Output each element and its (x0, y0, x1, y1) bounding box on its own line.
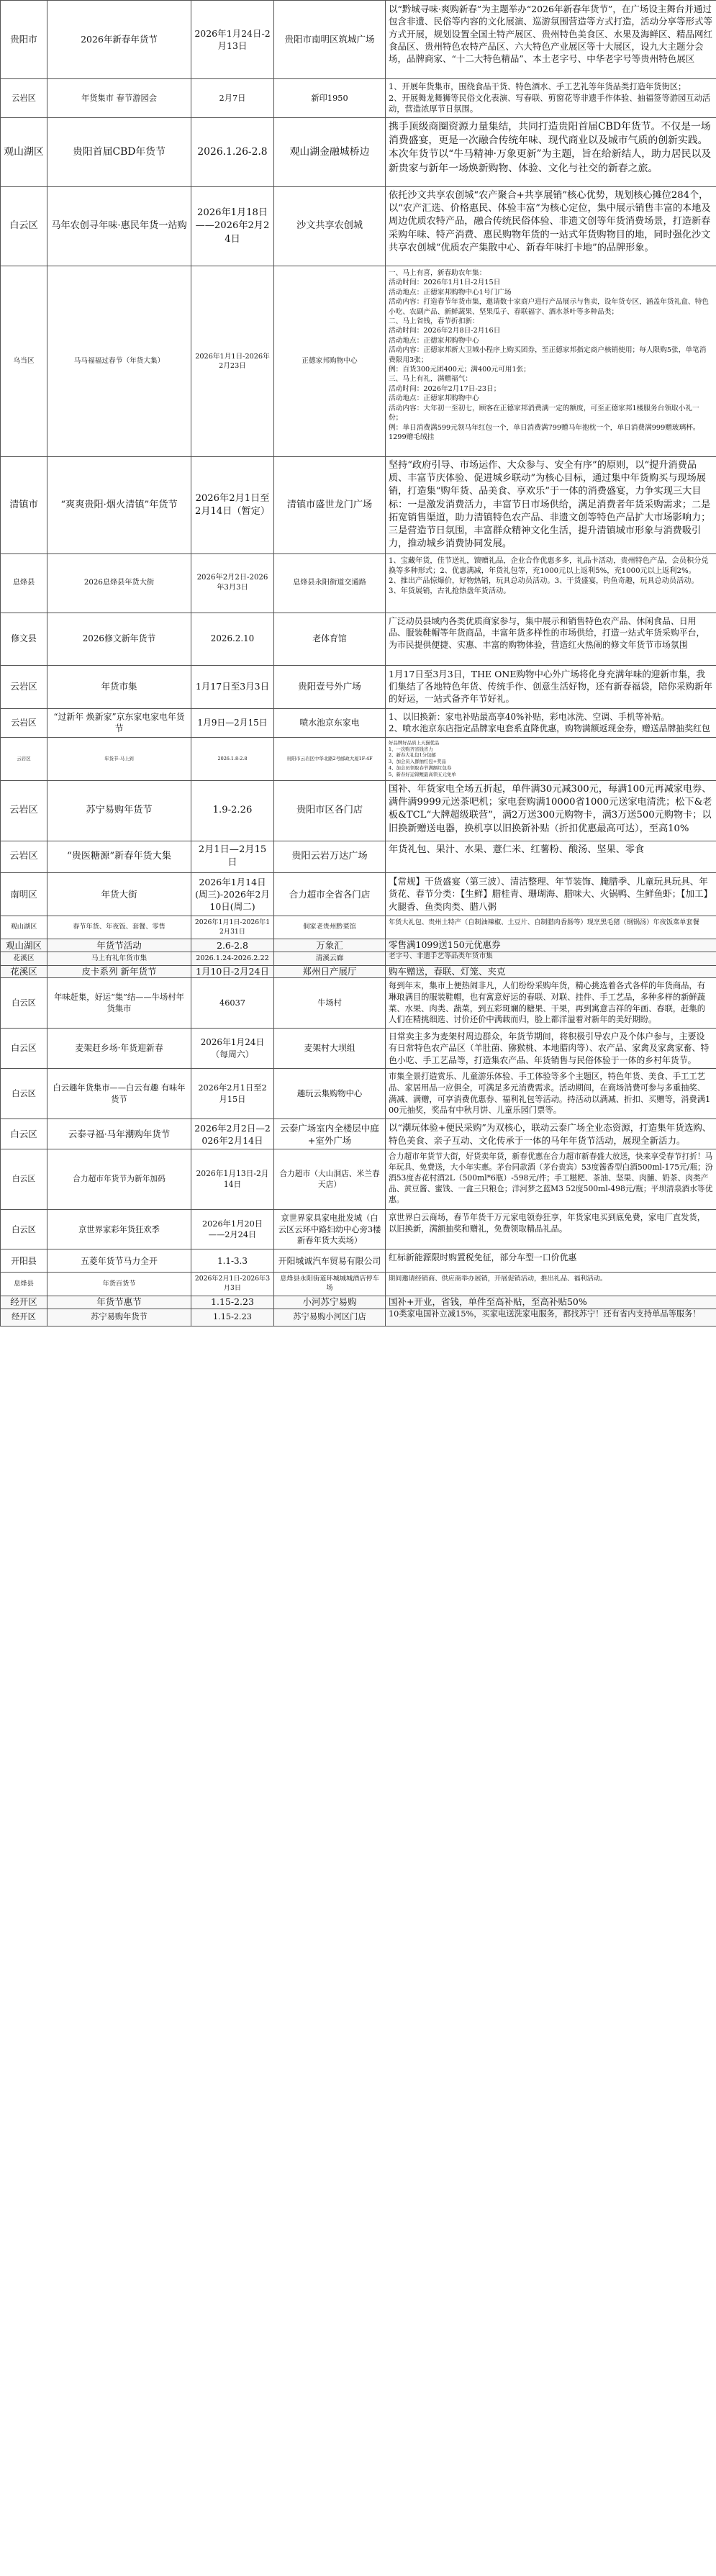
cell-district: 清镇市 (1, 457, 47, 554)
cell-description: 购车赠送，春联、灯笼、夹克 (386, 966, 716, 978)
cell-district: 云岩区 (1, 79, 47, 118)
cell-time: 2026年2月1日-2026年3月3日 (191, 1273, 274, 1296)
cell-description: 携手顶级商圈资源力量集结，共同打造贵阳首届CBD年货节。不仅是一场消费盛宴，更是一次融合传统年味、现代商业以及城市气质的创新实践。本次年货节以“牛马精神·万象更新”为主题，旨在给新结人，助力居民以及新贵家与新年一场焕新购物、体验、文化与社交的新春之旅。 (386, 118, 716, 187)
cell-district: 云岩区 (1, 665, 47, 708)
cell-event-name: 年货节-马上到 (47, 737, 191, 780)
table-row (1, 939, 716, 952)
cell-event-name: 年货节惠节 (47, 1296, 191, 1309)
cell-description: 依托沙文共享农创城“农产聚合+共享展销”核心优势，规划核心摊位284个，以“农产汇选、价格惠民、体验丰富”为核心定位，集中展示销售丰富的本地及周边优质农特产品，融合传统民俗体验、非遗文创等年货消费场景，打造新春采购年味、特产消费、惠民购物年货的一站式年货购物目的地，同时强化沙文共享农创城“优质农产集散中心、新春年味打卡地”的品牌形象。 (386, 187, 716, 266)
cell-description: 广泛动员县域内各类优质商家参与，集中展示和销售特色农产品、休闲食品、日用品、服装鞋帽等年货商品，丰富年货多样性的市场供给，打造一站式年货采购平台，为市民提供便捷、实惠、丰富的购物体验，营造红火热闹的修文年货节市场氛围 (386, 613, 716, 665)
cell-time: 2026年1月20日——2月24日 (191, 1210, 274, 1249)
table-row (1, 1028, 716, 1068)
cell-event-name: “过新年 焕新家”京东家电家电年货节 (47, 708, 191, 737)
cell-district: 云岩区 (1, 841, 47, 872)
cell-location: 贵阳云岩万达广场 (274, 841, 386, 872)
cell-description: 京世界白云商场，春节年货千万元家电领券狂享，年货家电买到底免费，家电厂直发货，以旧换新，满额抽奖和赠礼，免费领取精品礼品。 (386, 1210, 716, 1249)
cell-district: 经开区 (1, 1309, 47, 1326)
cell-time: 2026.1.24-2026.2.22 (191, 952, 274, 966)
cell-district: 花溪区 (1, 952, 47, 966)
cell-time: 1.15-2.23 (191, 1296, 274, 1309)
table-row (1, 978, 716, 1029)
cell-event-name: 2026修文新年货节 (47, 613, 191, 665)
cell-time: 2026.1.8-2.8 (191, 737, 274, 780)
cell-event-name: 麦架赶乡场·年货迎新春 (47, 1028, 191, 1068)
cell-time: 1月9日—2月15日 (191, 708, 274, 737)
cell-description: 国补+开业，省钱，单件至高补贴，至高补贴50% (386, 1296, 716, 1309)
cell-event-name: 年味赶集，好运“集”结——牛场村年货集市 (47, 978, 191, 1029)
cell-event-name: 云泰寻福·马年潮购年货节 (47, 1119, 191, 1149)
cell-time: 1月17日至3月3日 (191, 665, 274, 708)
cell-description: 1月17日至3月3日，THE ONE购物中心外广场将化身充满年味的迎新市集，我们集结了各地特色年货、传统手作、创意生活好物，还有新春福袋，陪你采购新年的好运，一站式备齐年节好礼。 (386, 665, 716, 708)
cell-description: 市集全景打造赏乐、儿童游乐体验、手工体验等多个主题区，特色年货、美食、手工工艺品、家居用品一应俱全，可满足多元消费需求。活动期间，在商场消费可参与多重抽奖、满减、满赠，可享消费优惠券、福利礼包等活动。持活动以满减、折扣、买赠等，消费满100元抽奖，奖品有中秋月饼、儿童乐园门票等。 (386, 1069, 716, 1119)
cell-event-name: 马上有礼年货市集 (47, 952, 191, 966)
cell-district: 息烽县 (1, 1273, 47, 1296)
table-row (1, 613, 716, 665)
table-row (1, 1, 716, 79)
cell-description: 国补、年货家电全场五折起，单件满30元减300元，每满100元再减家电券、满件满9999元送茶吧机；家电套购满10000省1000元送家电清洗；松下&老板&TCL“大牌超级联营”，满2万送300元购物卡，满3万送500元购物卡；以旧换新赠送电器，换机享以旧换新补贴（折扣优惠最高可达），至高10% (386, 780, 716, 841)
cell-location: 牛场村 (274, 978, 386, 1029)
cell-event-name: 京世界家彩年货狂欢季 (47, 1210, 191, 1249)
cell-location: 喷水池京东家电 (274, 708, 386, 737)
table-row (1, 266, 716, 457)
cell-event-name: 年货集市 春节游园会 (47, 79, 191, 118)
cell-location: 贵阳壹号外广场 (274, 665, 386, 708)
cell-location: 开阳城诚汽车贸易有限公司 (274, 1249, 386, 1273)
cell-time: 1月10日-2月24日 (191, 966, 274, 978)
cell-event-name: 年货市集 (47, 665, 191, 708)
cell-time: 2026年1月1日-2026年2月23日 (191, 266, 274, 457)
cell-time: 2月7日 (191, 79, 274, 118)
table-row (1, 1210, 716, 1249)
cell-description: 年货大礼包、贵州土特产（自制油辣椒、土豆片、自制腊肉香肠等）现烹黑毛猪（钢锅汤）年夜饭菜单套餐 (386, 916, 716, 939)
cell-district: 观山湖区 (1, 916, 47, 939)
cell-district: 白云区 (1, 1028, 47, 1068)
cell-description: 10类家电国补立减15%，买家电送洗家电服务，都找苏宁！还有省内支持单品等服务！ (386, 1309, 716, 1326)
cell-time: 2026年1月14日(周三)-2026年2月10日(周二) (191, 872, 274, 916)
cell-time: 2026年1月13日-2月14日 (191, 1149, 274, 1210)
cell-location: 趣玩云集购物中心 (274, 1069, 386, 1119)
cell-location: 合力超市全省各门店 (274, 872, 386, 916)
table-row (1, 737, 716, 780)
cell-event-name: “爽爽贵阳·烟火清镇”年货节 (47, 457, 191, 554)
table-row (1, 187, 716, 266)
cell-time: 2026年2月2日—2026年2月14日 (191, 1119, 274, 1149)
cell-time: 2026.1.26-2.8 (191, 118, 274, 187)
cell-time: 2026年2月1日至2月15日 (191, 1069, 274, 1119)
cell-event-name: 年货节活动 (47, 939, 191, 952)
cell-description: 1、宝藏年货，佳节送礼，馈赠礼品，企业合作优惠多多，礼品卡活动，贵州特色产品，会员积分兑换等多种形式；2、优惠满减，年货礼包等，充1000元以上返利5%，充1000元以上返利2%。 2、推出产品惊爆价，好物热销，玩具总动员活动。3、干货盛宴，钓鱼奇趣，玩具总动员活动。 3、年货展销，古礼抢热盘年货活动。 (386, 553, 716, 613)
table-row (1, 1273, 716, 1296)
cell-district: 乌当区 (1, 266, 47, 457)
cell-event-name: 苏宁易购年货节 (47, 780, 191, 841)
cell-location: 沙文共享农创城 (274, 187, 386, 266)
cell-location: 正德家邦购物中心 (274, 266, 386, 457)
cell-time: 46037 (191, 978, 274, 1029)
table-row (1, 916, 716, 939)
cell-time: 2026.2.10 (191, 613, 274, 665)
cell-description: 零售满1099送150元优惠券 (386, 939, 716, 952)
cell-district: 白云区 (1, 1069, 47, 1119)
cell-location: 苏宁易购小河区门店 (274, 1309, 386, 1326)
cell-event-name: 年货大街 (47, 872, 191, 916)
cell-district: 经开区 (1, 1296, 47, 1309)
cell-location: 清镇市盛世龙门广场 (274, 457, 386, 554)
cell-description: 日常卖主多为麦架村周边群众，年货节期间，将积极引导农户及个体户参与，主要设有日常特色农产品区（羊肚菌、猕猴桃、本地腊肉等）、农产品、家禽及家禽家畜、特色小吃、手工艺品等，打造集农产品、年货销售与民俗体验于一体的乡村年货节。 (386, 1028, 716, 1068)
cell-district: 观山湖区 (1, 939, 47, 952)
cell-event-name: 年货百货节 (47, 1273, 191, 1296)
cell-description: 1、以旧换新：家电补贴最高享40%补贴，彩电冰洗、空调、手机等补贴。 2、喷水池京东店指定品牌家电套系直降优惠，购物满额返现金券，赠送品牌抽奖红包 (386, 708, 716, 737)
cell-time: 2026年2月1日至2月14日（暂定） (191, 457, 274, 554)
cell-time: 2月1日—2月15日 (191, 841, 274, 872)
table-row (1, 665, 716, 708)
cell-district: 修文县 (1, 613, 47, 665)
table-row (1, 1309, 716, 1326)
cell-description: 红标新能源限时购置税免征，部分车型一口价优惠 (386, 1249, 716, 1273)
cell-event-name: 马年农创寻年味·惠民年货一站购 (47, 187, 191, 266)
cell-time: 2026年2月2日-2026年3月3日 (191, 553, 274, 613)
table-row (1, 79, 716, 118)
cell-district: 贵阳市 (1, 1, 47, 79)
cell-description: 一、马上有喜，新春助农年集： 活动时间：2026年1月1日-2月15日 活动地点：正德家邦购物中心1号门广场 活动内容：打造春节年货市集，邀请数十家商户进行产品展示与售卖，设年货专区，涵盖年货礼盒、特色小吃、农副产品、新鲜蔬果、坚果瓜子、春联福字、酒水茶叶等多种品类； 二、马上省钱，春节折扣新： 活动时间：2026年2月8日-2月16日 活动地点：正德家邦购物中心 活动内容：正德家邦新大卫城小程序上购买团券，至正德家邦指定商户核销使用；每人限购5张，单笔消费限用3张； 例：百货300元团400元；满400元可用1张； 三、马上有礼，满赠福气： 活动时间：2026年2月17日-23日； 活动地点：正德家邦购物中心 活动内容：大年初一至初七，顾客在正德家邦消费满一定的额度，可至正德家邦1楼服务台领取小礼一份； 例：单日消费满599元领马年红包一个，单日消费满799赠马年抱枕一个，单日消费满999赠玻璃杯。 1299赠毛绒挂 (386, 266, 716, 457)
cell-event-name: 2026息烽县年货大街 (47, 553, 191, 613)
cell-location: 观山湖金融城桥边 (274, 118, 386, 187)
cell-event-name: 贵阳首届CBD年货节 (47, 118, 191, 187)
cell-event-name: 五菱年货节马力全开 (47, 1249, 191, 1273)
cell-description: 每到年末，集市上便热闹非凡，人们纷纷采购年货，精心挑选着各式各样的年货商品，有琳琅满目的服装鞋帽，也有寓意好运的春联、对联、挂件、手工艺品，多种多样的新鲜蔬菜、水果、肉类、蔬菜，到五彩斑斓的糖果、干果，再到寓意吉祥的年画、春联，赶集的人们在精挑细选、讨价还价中满载而归，脸上都洋溢着对新年的美好期盼。 (386, 978, 716, 1029)
table-row (1, 457, 716, 554)
cell-district: 白云区 (1, 1119, 47, 1149)
cell-location: 贵阳市云岩区中华北路2号邮政大厦1F-4F (274, 737, 386, 780)
cell-location: 息烽县永阳街道环城城城酒店停车场 (274, 1273, 386, 1296)
cell-event-name: “贵医糖源”新春年货大集 (47, 841, 191, 872)
cell-location: 息烽县永阳街道交通路 (274, 553, 386, 613)
cell-description: 期间邀请经销商、供应商举办展销，开展促销活动，推出礼品、福利活动。 (386, 1273, 716, 1296)
cell-time: 1.9-2.26 (191, 780, 274, 841)
table-row (1, 780, 716, 841)
cell-location: 万象汇 (274, 939, 386, 952)
cell-description: 好品牌好品质上天猫优品 1、一次购齐省钱省力 2、新春大礼包1分包邮 3、加会员入群抽红包+奖品 4、加会员领取春节满额红包券 5、新春好运锦鲤最高领五元免单 (386, 737, 716, 780)
table-row (1, 1296, 716, 1309)
cell-location: 麦架村大坝组 (274, 1028, 386, 1068)
cell-district: 白云区 (1, 187, 47, 266)
cell-location: 郑州日产展厅 (274, 966, 386, 978)
table-row (1, 966, 716, 978)
table-row (1, 118, 716, 187)
cell-district: 云岩区 (1, 780, 47, 841)
cell-description: 坚持“政府引导、市场运作、大众参与、安全有序”的原则，以“提升消费品质、丰富节庆体验、促进城乡联动”为核心目标，通过集中年货购买与现场展销，打造集“购年货、品美食、享欢乐”于一体的消费盛宴，力争实现三大目标：一是激发消费活力，丰富节日市场供给，满足消费者年货采购需求；二是拓宽销售渠道，助力清镇特色农产品、非遗文创等特色产品扩大市场影响力；三是营造节日氛围，丰富群众精神文化生活，提升清镇城市形象与消费吸引力，推动城乡消费协同发展。 (386, 457, 716, 554)
cell-location: 京世界家具家电批发城（白云区云环中路妇幼中心旁3楼新春年货大卖场） (274, 1210, 386, 1249)
cell-location: 合力超市（大山洞店、米兰春天店） (274, 1149, 386, 1210)
table-row (1, 952, 716, 966)
cell-district: 开阳县 (1, 1249, 47, 1273)
cell-location: 贵阳市区各门店 (274, 780, 386, 841)
table-row (1, 553, 716, 613)
cell-district: 观山湖区 (1, 118, 47, 187)
cell-location: 新印1950 (274, 79, 386, 118)
cell-description: 以“黔城寻味·爽购新春”为主题举办“2026年新春年货节”，在广场设主舞台并通过包含非遗、民俗等内容的文化展演、巡游氛围营造等方式打造，活动分享等形式等方式开展，规划设置全国土特产展区、贵州特色美食区、水果及海鲜区、精品网红食品区、贵州特色农特产品区、六大特色产业展区等十大展区，设九大主题分会场，品牌商家、“十二大特色精品”、本土老字号、中华老字号等贵州特色展区 (386, 1, 716, 79)
cell-description: 【常规】干货盛宴（第三波）、清洁整理、年节装饰、腌腊季、儿童玩具玩具、年货花、春节分类：【生鲜】腊桂青、珊瑚海、腊味大、火锅鸭、生鲜鱼虾；【加工】火腿香、鱼类肉类、腊八粥 (386, 872, 716, 916)
cell-time: 2026年1月24日-2月13日 (191, 1, 274, 79)
cell-time: 2026年1月24日（每周六） (191, 1028, 274, 1068)
cell-time: 1.1-3.3 (191, 1249, 274, 1273)
cell-district: 白云区 (1, 1210, 47, 1249)
cell-event-name: 2026年新春年货节 (47, 1, 191, 79)
cell-district: 白云区 (1, 1149, 47, 1210)
cell-event-name: 马马福福过春节（年货大集） (47, 266, 191, 457)
cell-time: 1.15-2.23 (191, 1309, 274, 1326)
cell-description: 老字号、非遗手艺等品类年货市集 (386, 952, 716, 966)
cell-district: 云岩区 (1, 708, 47, 737)
cell-time: 2.6-2.8 (191, 939, 274, 952)
cell-description: 合力超市年货节大街，好货卖年货，新春优惠在合力超市新春盛大放送，快来享受春节打折！马年玩具、免费送，大小年实惠。茅台同款酒（茅台贵宾）53度酱香型白酒500ml-175元/瓶；汾酒53度杏花村酒2L（500ml*6瓶）-598元/件；手工糍粑、茶油、坚果、肉脯、奶茶、肉类产品、黄豆酱、蜜饯、一盒三只粮仓；洋河梦之蓝M3 52度500ml-498元/瓶；平坝清泉酒水等优惠。 (386, 1149, 716, 1210)
cell-event-name: 白云趣年货集市——白云有趣 有味年货节 (47, 1069, 191, 1119)
cell-location: 贵阳市南明区筑城广场 (274, 1, 386, 79)
cell-time: 2026年1月1日-2026年12月31日 (191, 916, 274, 939)
cell-district: 息烽县 (1, 553, 47, 613)
cell-district: 云岩区 (1, 737, 47, 780)
cell-district: 白云区 (1, 978, 47, 1029)
cell-description: 年货礼包、果汁、水果、薏仁米、红薯粉、酸汤、坚果、零食 (386, 841, 716, 872)
cell-event-name: 皮卡系列 新年货节 (47, 966, 191, 978)
table-row (1, 841, 716, 872)
table-row (1, 708, 716, 737)
table-row (1, 1249, 716, 1273)
cell-event-name: 合力超市年货节为新年加码 (47, 1149, 191, 1210)
table-row (1, 1149, 716, 1210)
event-table-body (1, 1, 716, 1327)
cell-district: 南明区 (1, 872, 47, 916)
table-row (1, 872, 716, 916)
cell-location: 小河苏宁易购 (274, 1296, 386, 1309)
cell-location: 云泰广场室内全楼层中庭+室外广场 (274, 1119, 386, 1149)
cell-description: 1、开展年货集市，围绕食品干货、特色酒水、手工艺礼等年货品类打造年货街区； 2、开展舞龙舞狮等民俗文化表演、写春联、剪窗花等非遗手作体验、抽福签等游园互动活动，营造浓厚节日氛围。 (386, 79, 716, 118)
table-row (1, 1069, 716, 1119)
table-row (1, 1119, 716, 1149)
cell-event-name: 春节年货、年夜饭、套餐、零售 (47, 916, 191, 939)
cell-location: 侗家老贵州黔菜馆 (274, 916, 386, 939)
cell-time: 2026年1月18日——2026年2月24日 (191, 187, 274, 266)
cell-location: 老体育馆 (274, 613, 386, 665)
cell-district: 花溪区 (1, 966, 47, 978)
cell-event-name: 苏宁易购年货节 (47, 1309, 191, 1326)
cell-location: 清溪云廊 (274, 952, 386, 966)
cell-description: 以“潮玩体验+便民采购”为双核心，联动云泰广场全业态资源，打造集年货选购、特色美食、亲子互动、文化传承于一体的马年年货节活动，展现全新活力。 (386, 1119, 716, 1149)
